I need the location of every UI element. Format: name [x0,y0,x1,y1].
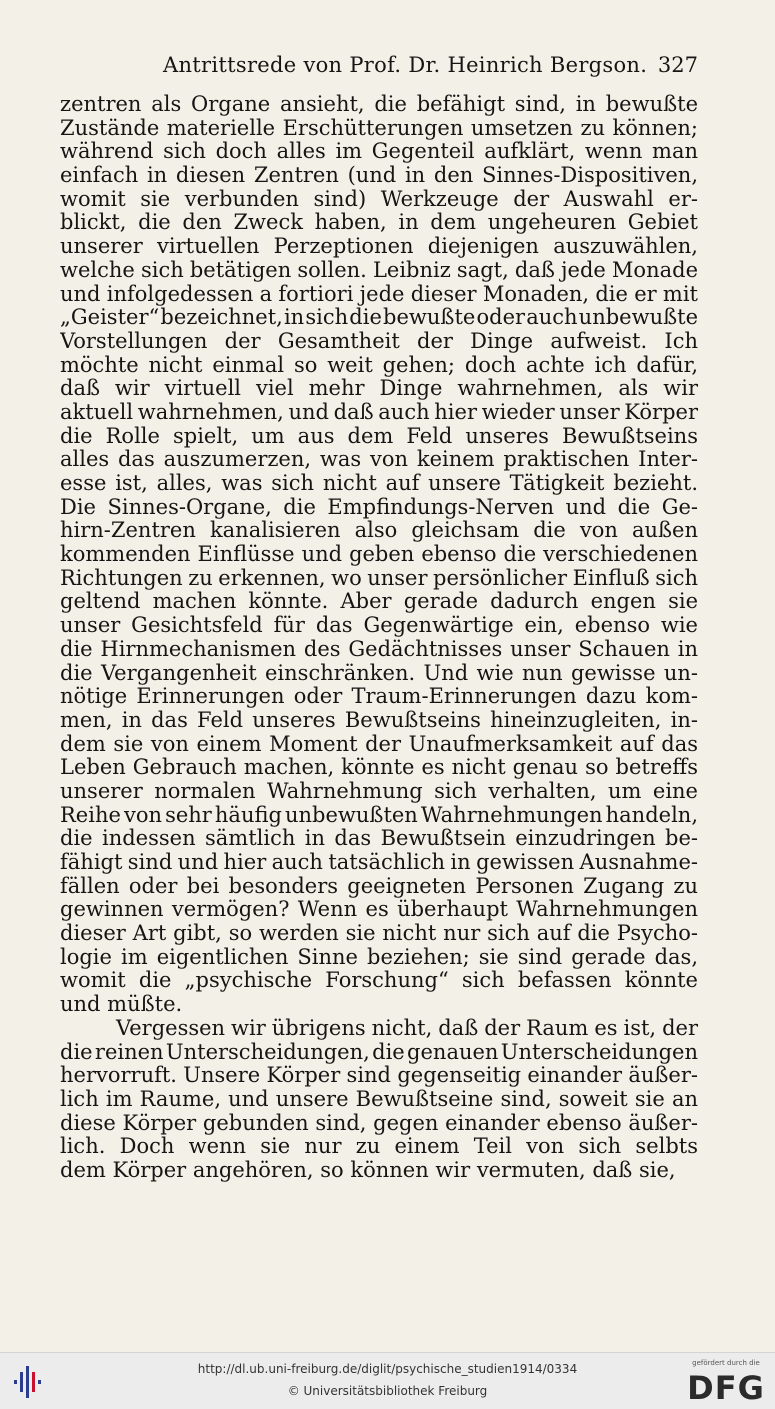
text-line: Zustände materielle Erschütterungen umsetzen zu können; [60,116,698,140]
text-line: „Geister“ bezeichnet, in sich die bewußte oder auch unbewußte [60,306,698,330]
text-line: dem Körper angehören, so können wir vermuten, daß sie, [60,1158,676,1182]
text-line: die Hirnmechanismen des Gedächtnisses unser Schauen in [60,637,698,661]
text-line: und infolgedessen a fortiori jede dieser Monaden, die er mit [60,282,698,306]
text-line: während sich doch alles im Gegenteil aufklärt, wenn man [60,140,698,164]
text-line: die indessen sämtlich in das Bewußtsein einzudringen be- [60,827,698,851]
text-line: nötige Erinnerungen oder Traum-Erinnerungen dazu kom- [60,685,698,709]
text-line: hirn-Zentren kanalisieren also gleichsam die von außen [60,519,698,543]
running-head [60,50,698,80]
text-line: hervorruft. Unsere Körper sind gegenseitig einander äußer- [60,1064,698,1088]
text-line: lich. Doch wenn sie nur zu einem Teil von sich selbts [60,1135,698,1159]
text-line: womit die „psychische Forschung“ sich befassen könnte [60,969,698,993]
text-line: dieser Art gibt, so werden sie nicht nur sich auf die Psycho- [60,922,698,946]
text-line: welche sich betätigen sollen. Leibniz sagt, daß jede Monade [60,258,698,282]
text-line: womit sie verbunden sind) Werkzeuge der Auswahl er- [60,187,698,211]
text-line: zentren als Organe ansieht, die befähigt sind, in bewußte [60,93,698,116]
dfg-caption: gefördert durch die [692,1359,760,1367]
body-text [60,93,698,1183]
dfg-logo [685,1359,767,1405]
text-line: möchte nicht einmal so weit gehen; doch achte ich dafür, [60,353,698,377]
text-line: unserer virtuellen Perzeptionen diejenigen auszuwählen, [60,235,698,259]
text-line: Reihe von sehr häufig unbewußten Wahrnehmungen handeln, [60,803,698,827]
text-line: men, in das Feld unseres Bewußtseins hineinzugleiten, in- [60,708,698,732]
text-line: unserer normalen Wahrnehmung sich verhalten, um eine [60,779,698,803]
permalink-url[interactable]: http://dl.ub.uni-freiburg.de/diglit/psychische_studien1914/0334 [197,1362,578,1376]
text-line: Richtungen zu erkennen, wo unser persönlicher Einfluß sich [60,566,698,590]
text-line: Vorstellungen der Gesamtheit der Dinge aufweist. Ich [60,329,698,353]
running-title: Antrittsrede von Prof. Dr. Heinrich Bergson. [163,53,648,77]
text-line: esse ist, alles, was sich nicht auf unsere Tätigkeit bezieht. [60,472,698,495]
dfg-mark: DFG [687,1369,765,1407]
text-line: und müßte. [60,993,183,1017]
text-line: diese Körper gebunden sind, gegen einander ebenso äußer- [60,1111,698,1135]
viewer-footer [0,1352,775,1409]
text-line: die Vergangenheit einschränken. Und wie nun gewisse un- [60,661,698,685]
text-line: die Rolle spielt, um aus dem Feld unseres Bewußtseins [60,424,698,448]
text-line: die reinen Unterscheidungen, die genauen Unterscheidungen [60,1040,698,1064]
page-number: 327 [657,53,698,77]
text-line: dem sie von einem Moment der Unaufmerksamkeit auf das [60,732,698,756]
text-line: gewinnen vermögen? Wenn es überhaupt Wahrnehmungen [60,898,698,922]
text-line: logie im eigentlichen Sinne beziehen; sie sind gerade das, [60,945,698,969]
text-line: aktuell wahrnehmen, und daß auch hier wieder unser Körper [60,400,698,424]
paragraph-start-line: Vergessen wir übrigens nicht, daß der Raum es ist, der [116,1016,698,1040]
text-line: alles das auszumerzen, was von keinem praktischen Inter- [60,448,698,472]
text-line: blickt, die den Zweck haben, in dem ungeheuren Gebiet [60,211,698,235]
text-line: lich im Raume, und unsere Bewußtseine sind, soweit sie an [60,1087,698,1111]
text-line: daß wir virtuell viel mehr Dinge wahrnehmen, als wir [60,377,698,401]
copyright-notice: © Universitätsbibliothek Freiburg [287,1384,488,1398]
text-line: unser Gesichtsfeld für das Gegenwärtige ein, ebenso wie [60,614,698,638]
text-line: Leben Gebrauch machen, könnte es nicht genau so betreffs [60,756,698,780]
text-line: geltend machen könnte. Aber gerade dadurch engen sie [60,590,698,614]
text-line: fällen oder bei besonders geeigneten Personen Zugang zu [60,874,698,898]
text-line: kommenden Einflüsse und geben ebenso die verschiedenen [60,543,698,567]
text-line: einfach in diesen Zentren (und in den Sinnes-Dispositiven, [60,164,698,188]
text-line: fähigt sind und hier auch tatsächlich in gewissen Ausnahme- [60,851,698,874]
text-line: Die Sinnes-Organe, die Empfindungs-Nerven und die Ge- [60,495,698,519]
